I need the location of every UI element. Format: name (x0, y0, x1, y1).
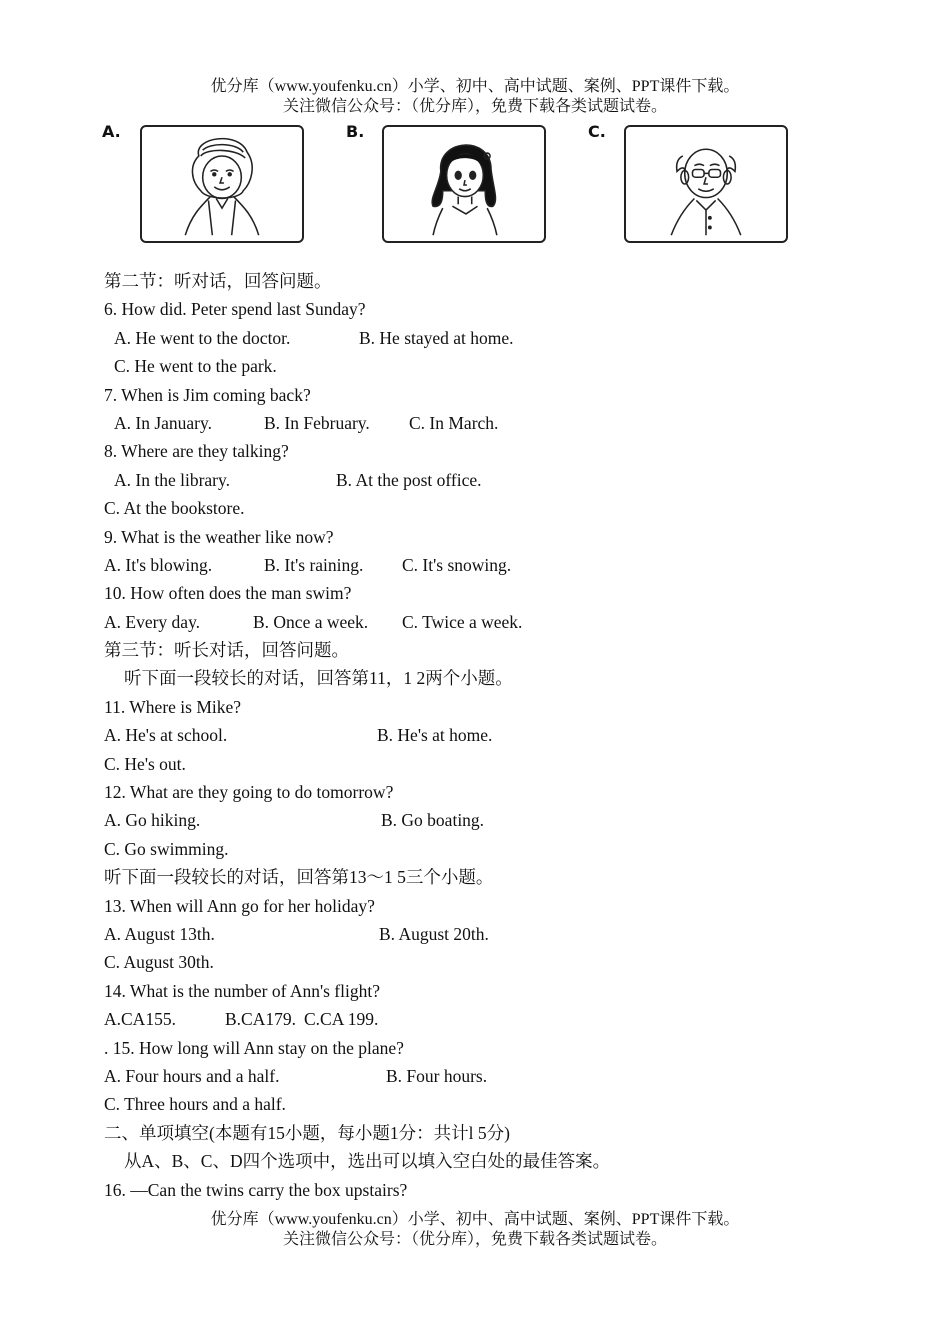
q14-option-c: C.CA 199. (304, 1009, 379, 1030)
q7-option-b: B. In February. (264, 412, 370, 433)
q11-option-b: B. He's at home. (377, 725, 493, 746)
q8-option-c: C. At the bookstore. (104, 498, 245, 519)
header-line-2: 关注微信公众号：（优分库），免费下载各类试题试卷。 (282, 98, 667, 115)
q9-option-c: C. It's snowing. (402, 554, 512, 575)
section3-title: 第三节：听长对话，回答问题。 (104, 640, 349, 661)
q12-options (104, 806, 864, 834)
section3-intro-2: 听下面一段较长的对话，回答第13～1 5三个小题。 (104, 867, 494, 888)
young-girl-portrait-icon (382, 125, 546, 243)
q14-options (104, 1005, 864, 1033)
q10-options (104, 608, 864, 636)
q15-option-a: A. Four hours and a half. (104, 1065, 280, 1086)
q10-option-b: B. Once a week. (253, 611, 369, 632)
q12-option-b: B. Go boating. (381, 810, 485, 831)
question-12: 12. What are they going to do tomorrow? (104, 782, 394, 803)
q9-option-b: B. It's raining. (264, 554, 364, 575)
q13-option-a: A. August 13th. (104, 923, 215, 944)
q7-option-c: C. In March. (409, 412, 499, 433)
q6-option-a: A. He went to the doctor. (114, 327, 291, 348)
picture-options (100, 122, 800, 248)
question-13: 13. When will Ann go for her holiday? (104, 895, 375, 916)
footer-line-2: 关注微信公众号：（优分库），免费下载各类试题试卷。 (282, 1231, 667, 1248)
q6-options (104, 324, 864, 352)
header-line-1: 优分库（www.youfenku.cn）小学、初中、高中试题、案例、PPT课件下载。 (210, 78, 740, 95)
q11-options (104, 721, 864, 749)
question-6: 6. How did. Peter spend last Sunday? (104, 299, 366, 320)
old-man-glasses-portrait-icon (624, 125, 788, 243)
q8-option-a: A. In the library. (114, 469, 230, 490)
question-15: . 15. How long will Ann stay on the plane? (104, 1037, 404, 1058)
old-woman-portrait-icon (140, 125, 304, 243)
q9-options (104, 551, 864, 579)
q12-option-a: A. Go hiking. (104, 810, 201, 831)
exam-body (104, 267, 864, 1204)
footer-line-1: 优分库（www.youfenku.cn）小学、初中、高中试题、案例、PPT课件下载。 (210, 1211, 740, 1228)
page-header (0, 77, 950, 117)
q14-option-b: B.CA179. (225, 1009, 296, 1030)
question-10: 10. How often does the man swim? (104, 583, 352, 604)
question-16: 16. —Can the twins carry the box upstairs? (104, 1179, 408, 1200)
section3-intro-1: 听下面一段较长的对话，回答第11，1 2两个小题。 (124, 668, 513, 689)
q7-options (104, 409, 864, 437)
question-7: 7. When is Jim coming back? (104, 384, 311, 405)
q10-option-a: A. Every day. (104, 611, 201, 632)
q13-option-c: C. August 30th. (104, 952, 214, 973)
q15-option-c: C. Three hours and a half. (104, 1094, 286, 1115)
q15-options (104, 1062, 864, 1090)
q8-options (104, 466, 864, 494)
q13-option-b: B. August 20th. (379, 923, 489, 944)
q10-option-c: C. Twice a week. (402, 611, 523, 632)
option-a-label: A. (102, 122, 121, 141)
section2-title: 第二节：听对话，回答问题。 (104, 271, 332, 291)
q7-option-a: A. In January. (114, 412, 213, 433)
q13-options (104, 920, 864, 948)
q11-option-a: A. He's at school. (104, 725, 228, 746)
q6-option-c: C. He went to the park. (114, 356, 277, 377)
q15-option-b: B. Four hours. (386, 1065, 488, 1086)
question-14: 14. What is the number of Ann's flight? (104, 980, 380, 1001)
q11-option-c: C. He's out. (104, 753, 186, 774)
question-9: 9. What is the weather like now? (104, 526, 334, 547)
option-c-label: C. (588, 122, 606, 141)
q14-option-a: A.CA155. (104, 1009, 176, 1030)
q9-option-a: A. It's blowing. (104, 554, 213, 575)
q12-option-c: C. Go swimming. (104, 838, 229, 859)
option-b-label: B. (346, 122, 365, 141)
part2-title: 二、单项填空(本题有15小题，每小题1分：共计l 5分) (104, 1122, 510, 1143)
page-footer (0, 1210, 950, 1250)
part2-instruction: 从A、B、C、D四个选项中，选出可以填入空白处的最佳答案。 (124, 1151, 611, 1172)
q6-option-b: B. He stayed at home. (359, 327, 514, 348)
question-11: 11. Where is Mike? (104, 696, 242, 717)
q8-option-b: B. At the post office. (336, 469, 482, 490)
question-8: 8. Where are they talking? (104, 441, 289, 462)
